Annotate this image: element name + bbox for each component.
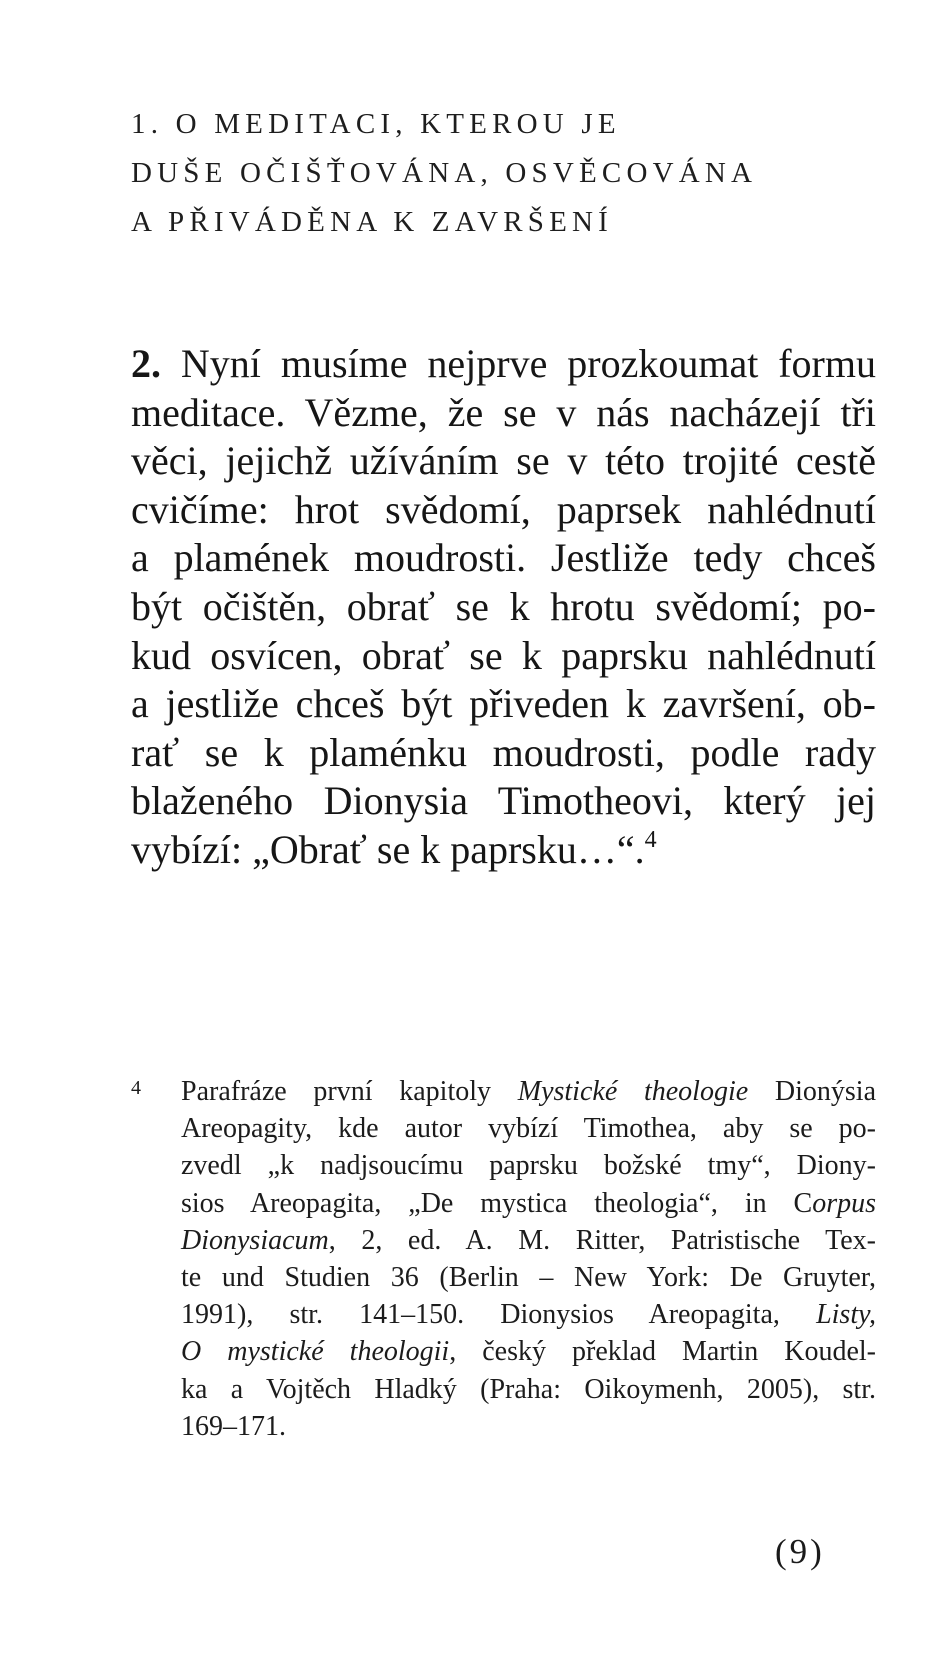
paragraph-line: meditace. Vězme, že se v nás nacházejí tři xyxy=(131,389,876,435)
footnote-italic-title: Dionysiacum xyxy=(181,1224,329,1256)
main-paragraph xyxy=(131,340,876,875)
chapter-heading xyxy=(131,100,891,247)
page-number: (9) xyxy=(775,1532,825,1571)
paragraph-line: být očištěn, obrať se k hrotu svědomí; po- xyxy=(131,583,876,629)
footnote-line: ka a Vojtěch Hladký (Praha: Oikoymenh, 2005), str. xyxy=(181,1373,876,1405)
paragraph-line: kud osvícen, obrať se k paprsku nahlédnutí xyxy=(131,632,876,678)
chapter-heading-line: DUŠE OČIŠŤOVÁNA, OSVĚCOVÁNA xyxy=(131,157,758,189)
footnote-marker: 4 xyxy=(131,1077,141,1099)
footnote xyxy=(131,1073,876,1445)
footnote-body xyxy=(181,1073,876,1445)
paragraph-line: cvičíme: hrot svědomí, paprsek nahlédnutí xyxy=(131,486,876,532)
paragraph-line: rať se k plaménku moudrosti, podle rady xyxy=(131,729,876,775)
paragraph-line-text: vybízí: „Obrať se k paprsku…“. xyxy=(131,826,645,872)
footnote-text: 1991), str. 141–150. Dionysios Areopagita, xyxy=(181,1299,817,1331)
footnote-text: Dionýsia xyxy=(748,1076,877,1107)
footnote-italic-title: orpus xyxy=(812,1187,876,1219)
paragraph-line: a jestliže chceš být přiveden k završení, ob- xyxy=(131,681,876,727)
paragraph-line: věci, jejichž užíváním se v této trojité cestě xyxy=(131,438,876,484)
footnote-line xyxy=(181,1296,876,1333)
footnote-italic-title: O mystické theologii xyxy=(181,1336,450,1368)
footnote-line: zvedl „k nadjsoucímu paprsku božské tmy“, Diony- xyxy=(181,1150,876,1182)
footnote-line xyxy=(181,1222,876,1259)
footnote-text: Parafráze první kapitoly xyxy=(181,1076,518,1107)
paragraph-line: a plamének moudrosti. Jestliže tedy chceš xyxy=(131,535,876,581)
paragraph-number: 2. xyxy=(131,341,161,386)
chapter-heading-line: A PŘIVÁDĚNA K ZAVRŠENÍ xyxy=(131,206,614,238)
footnote-text: , český překlad Martin Koudel- xyxy=(449,1336,877,1368)
footnote-text: sios Areopagita, „De mystica theologia“, in C xyxy=(181,1187,813,1219)
footnote-line: Areopagity, kde autor vybízí Timothea, aby se po- xyxy=(181,1113,876,1145)
footnote-line xyxy=(181,1073,876,1110)
footnote-text: , 2, ed. A. M. Ritter, Patristische Tex- xyxy=(328,1224,876,1256)
footnote-reference[interactable]: 4 xyxy=(644,826,657,853)
footnote-line: 169–171. xyxy=(181,1410,286,1442)
footnote-line: te und Studien 36 (Berlin – New York: De Gruyter, xyxy=(181,1262,876,1294)
footnote-italic-title: Listy, xyxy=(816,1299,876,1331)
paragraph-line-text: Nyní musíme nejprve prozkoumat formu xyxy=(180,341,876,386)
footnote-italic-title: Mystické theologie xyxy=(517,1076,749,1107)
chapter-heading-line: 1. O MEDITACI, KTEROU JE xyxy=(131,108,621,140)
paragraph-line: blaženého Dionysia Timotheovi, který jej xyxy=(131,778,876,824)
footnote-line xyxy=(181,1333,876,1370)
footnote-line xyxy=(181,1185,876,1222)
paragraph-line xyxy=(131,826,876,875)
paragraph-line xyxy=(131,340,876,389)
